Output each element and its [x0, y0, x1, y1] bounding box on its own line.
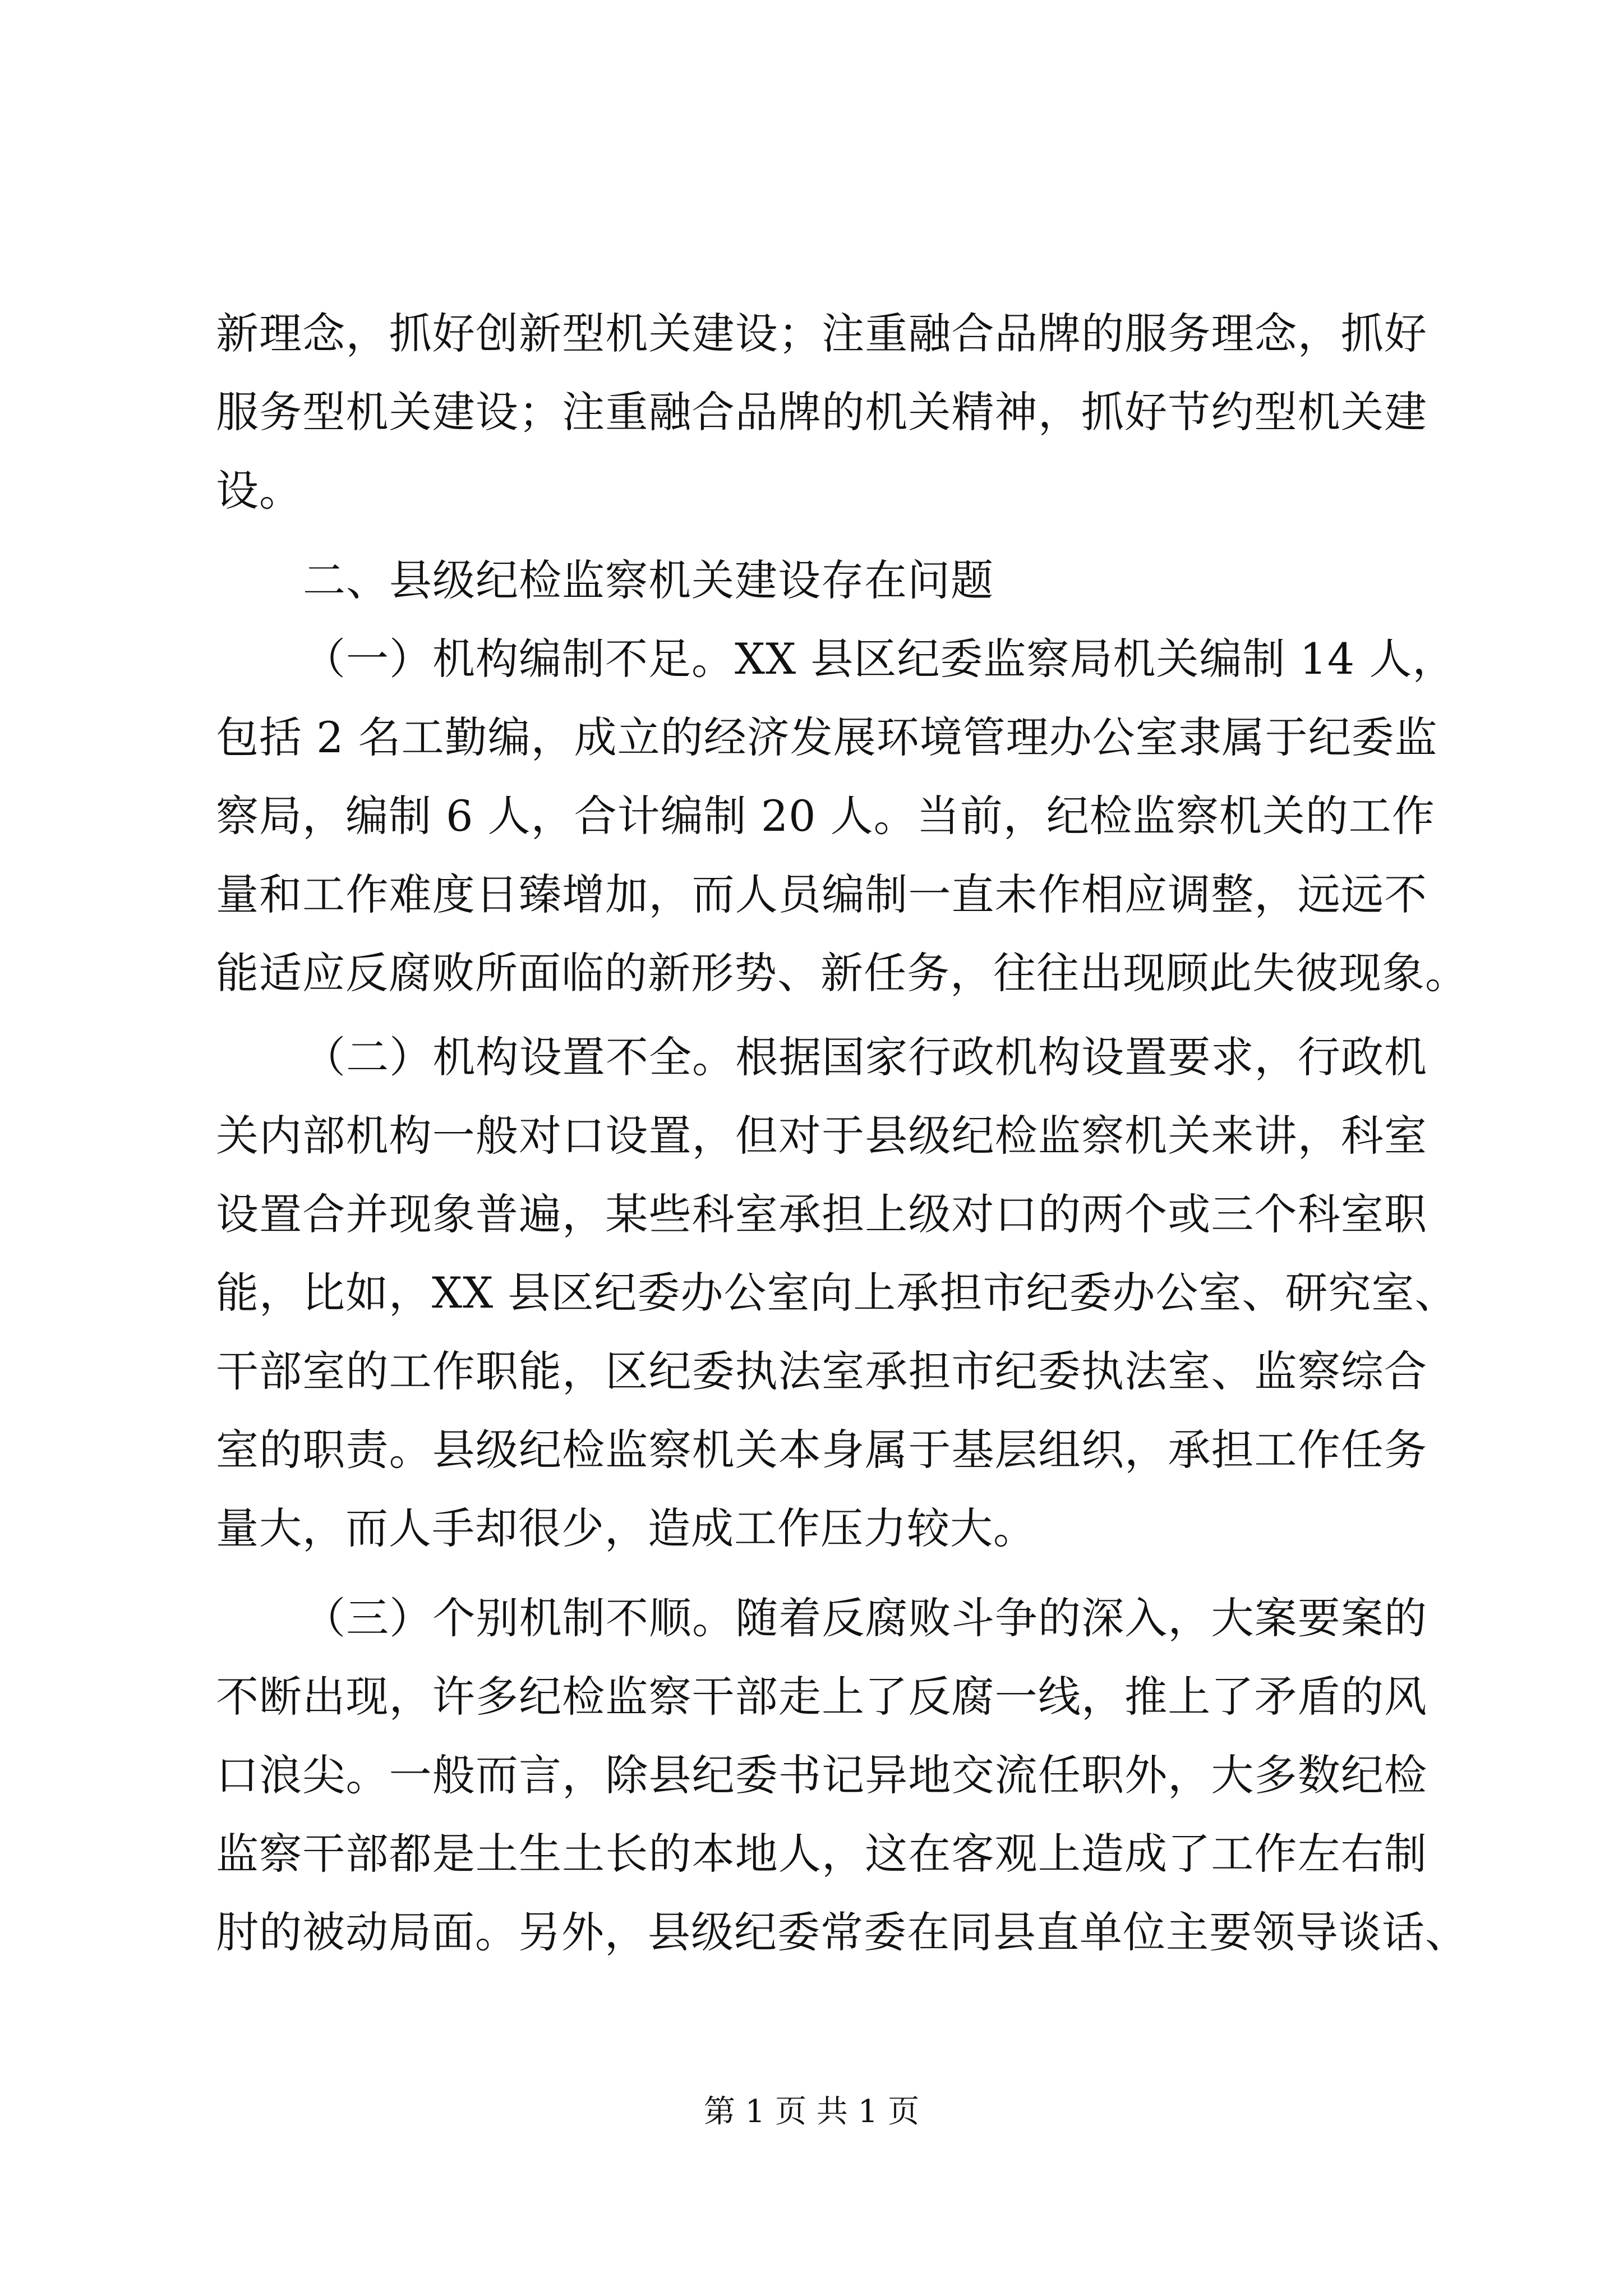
paragraph-line: 监察干部都是土生土长的本地人，这在客观上造成了工作左右制 [216, 1829, 1427, 1879]
paragraph-line: 察局，编制 6 人，合计编制 20 人。当前，纪检监察机关的工作 [216, 791, 1435, 841]
paragraph-line: 量和工作难度日臻增加，而人员编制一直未作相应调整，远远不 [216, 869, 1427, 919]
paragraph-line: （一）机构编制不足。XX 县区纪委监察局机关编制 14 人， [303, 634, 1456, 684]
page-footer: 第 1 页 共 1 页 [703, 2093, 920, 2130]
paragraph-line: （三）个别机制不顺。随着反腐败斗争的深入，大案要案的 [303, 1593, 1427, 1643]
paragraph-line: 关内部机构一般对口设置，但对于县级纪检监察机关来讲，科室 [216, 1111, 1427, 1161]
section-heading: 二、县级纪检监察机关建设存在问题 [303, 555, 994, 605]
paragraph-line: 量大，而人手却很少，造成工作压力较大。 [216, 1503, 1036, 1553]
paragraph-line: 设置合并现象普遍，某些科室承担上级对口的两个或三个科室职 [216, 1189, 1427, 1239]
paragraph-line: 设。 [216, 466, 302, 516]
paragraph-line: 能适应反腐败所面临的新形势、新任务，往往出现顾此失彼现象。 [216, 948, 1468, 998]
paragraph-line: （二）机构设置不全。根据国家行政机构设置要求，行政机 [303, 1032, 1427, 1082]
paragraph-line: 室的职责。县级纪检监察机关本身属于基层组织，承担工作任务 [216, 1425, 1427, 1475]
paragraph-line: 能，比如，XX 县区纪委办公室向上承担市纪委办公室、研究室、 [216, 1268, 1458, 1318]
paragraph-line: 新理念，抓好创新型机关建设；注重融合品牌的服务理念，抓好 [216, 309, 1427, 358]
paragraph-line: 口浪尖。一般而言，除县纪委书记异地交流任职外，大多数纪检 [216, 1750, 1427, 1800]
paragraph-line: 肘的被动局面。另外，县级纪委常委在同县直单位主要领导谈话、 [216, 1907, 1468, 1957]
paragraph-line: 包括 2 名工勤编，成立的经济发展环境管理办公室隶属于纪委监 [216, 712, 1438, 762]
paragraph-line: 服务型机关建设；注重融合品牌的机关精神，抓好节约型机关建 [216, 387, 1427, 437]
paragraph-line: 不断出现，许多纪检监察干部走上了反腐一线，推上了矛盾的风 [216, 1672, 1427, 1722]
paragraph-line: 干部室的工作职能，区纪委执法室承担市纪委执法室、监察综合 [216, 1346, 1427, 1396]
